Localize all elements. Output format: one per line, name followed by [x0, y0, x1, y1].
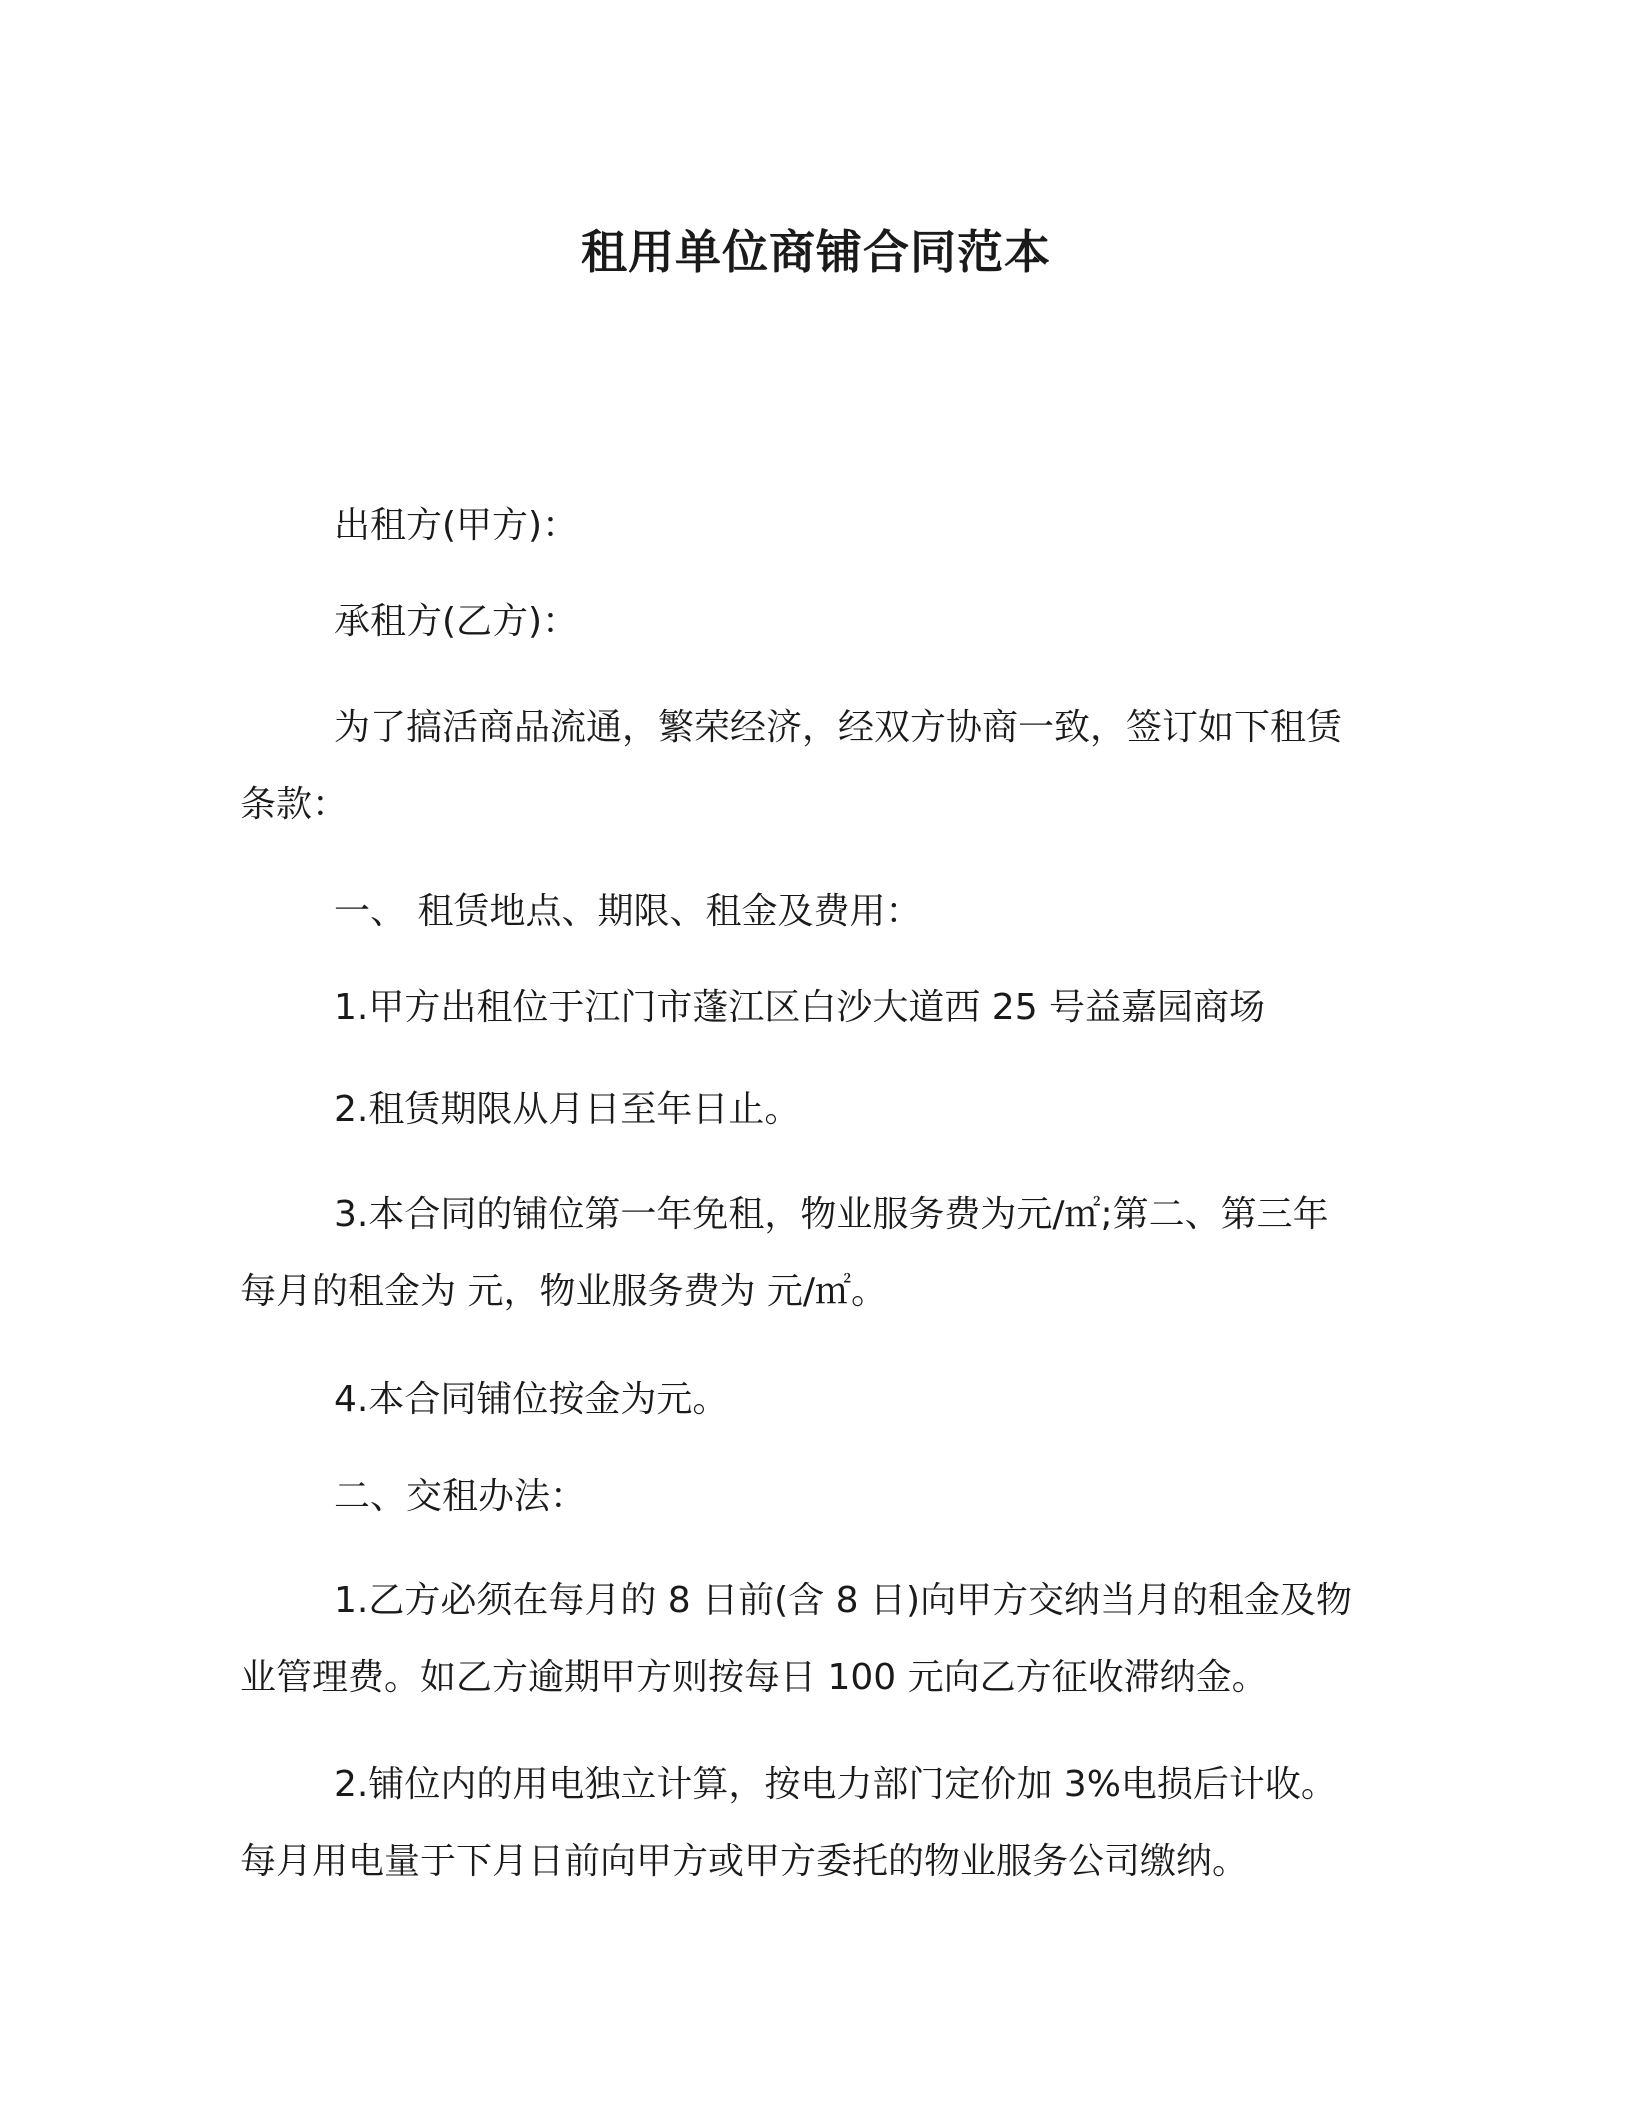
section2-item-1-line-2: 业管理费。如乙方逾期甲方则按每日 100 元向乙方征收滞纳金。: [240, 1657, 1268, 1698]
section1-item-2: 2.租赁期限从月日至年日止。: [334, 1089, 801, 1130]
section2-item-2-line-2: 每月用电量于下月日前向甲方或甲方委托的物业服务公司缴纳。: [240, 1841, 1249, 1882]
section2-item-2: [240, 1746, 1390, 1900]
preamble-line-1: 为了搞活商品流通，繁荣经济，经双方协商一致，签订如下租赁: [334, 707, 1343, 748]
lessee-line: 承租方(乙方)：: [334, 601, 579, 642]
document-title: 租用单位商铺合同范本: [581, 225, 1051, 279]
section2-item-1-line-1: 1.乙方必须在每月的 8 日前(含 8 日)向甲方交纳当月的租金及物: [334, 1580, 1353, 1621]
lessor-line: 出租方(甲方)：: [334, 505, 579, 546]
section2-item-2-line-1: 2.铺位内的用电独立计算，按电力部门定价加 3%电损后计收。: [334, 1764, 1337, 1805]
section2-item-1: [240, 1562, 1390, 1716]
section1-item-1: 1.甲方出租位于江门市蓬江区白沙大道西 25 号益嘉园商场: [334, 987, 1266, 1028]
preamble-line-2: 条款：: [240, 784, 349, 825]
section1-item-3: [240, 1176, 1390, 1330]
section1-heading: 一、 租赁地点、期限、租金及费用：: [334, 891, 922, 932]
section1-item-3-line-1: 3.本合同的铺位第一年免租，物业服务费为元/㎡;第二、第三年: [334, 1194, 1329, 1235]
section1-item-3-line-2: 每月的租金为 元，物业服务费为 元/㎡。: [240, 1271, 888, 1312]
section1-item-4: 4.本合同铺位按金为元。: [334, 1379, 729, 1420]
section2-heading: 二、交租办法：: [334, 1476, 587, 1517]
preamble-paragraph: [240, 689, 1390, 843]
